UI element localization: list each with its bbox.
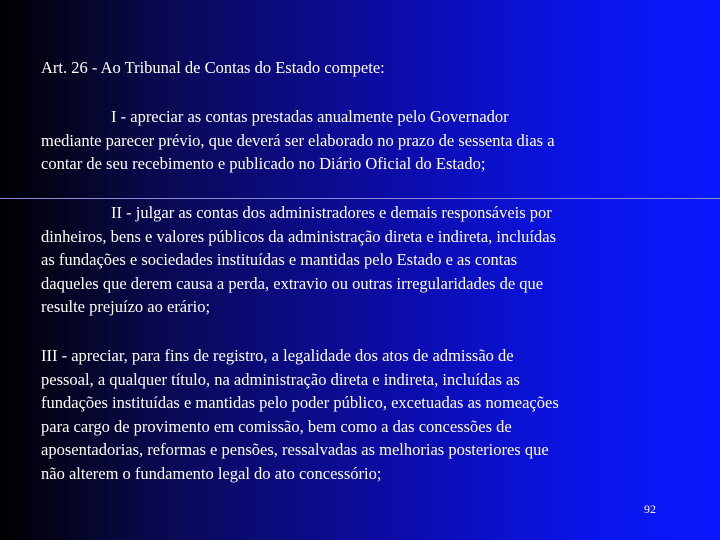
paragraph-item-3	[41, 344, 681, 485]
paragraph-line-text: II - julgar as contas dos administradores e demais responsáveis por	[111, 203, 552, 222]
paragraph-line: para cargo de provimento em comissão, bem como a das concessões de	[41, 416, 512, 436]
article-heading-text: Art. 26 - Ao Tribunal de Contas do Estado compete:	[41, 58, 385, 77]
paragraph-line: III - apreciar, para fins de registro, a legalidade dos atos de admissão de	[41, 346, 514, 365]
divider	[0, 198, 720, 199]
paragraph-item-1	[41, 105, 681, 176]
paragraph-line	[41, 201, 681, 225]
paragraph-line: não alterem o fundamento legal do ato concessório;	[41, 463, 382, 483]
paragraph-line: fundações instituídas e mantidas pelo poder público, excetuadas as nomeações	[41, 393, 559, 412]
paragraph-line: resulte prejuízo ao erário;	[41, 297, 211, 316]
paragraph-item-2	[41, 201, 681, 319]
paragraph-line-text: I - apreciar as contas prestadas anualmente pelo Governador	[111, 107, 509, 126]
paragraph-line: aposentadorias, reformas e pensões, ressalvadas as melhorias posteriores que	[41, 440, 549, 459]
paragraph-line: daqueles que derem causa a perda, extravio ou outras irregularidades de que	[41, 273, 544, 293]
paragraph-line	[41, 105, 681, 129]
paragraph-line: as fundações e sociedades instituídas e mantidas pelo Estado e as contas	[41, 250, 518, 269]
paragraph-line: pessoal, a qualquer título, na administração direta e indireta, incluídas as	[41, 369, 520, 389]
article-heading	[41, 56, 681, 80]
page-number: 92	[644, 502, 656, 516]
paragraph-line: mediante parecer prévio, que deverá ser elaborado no prazo de sessenta dias a	[41, 130, 555, 150]
paragraph-line: dinheiros, bens e valores públicos da administração direta e indireta, incluídas	[41, 226, 557, 246]
paragraph-line: contar de seu recebimento e publicado no Diário Oficial do Estado;	[41, 154, 486, 173]
